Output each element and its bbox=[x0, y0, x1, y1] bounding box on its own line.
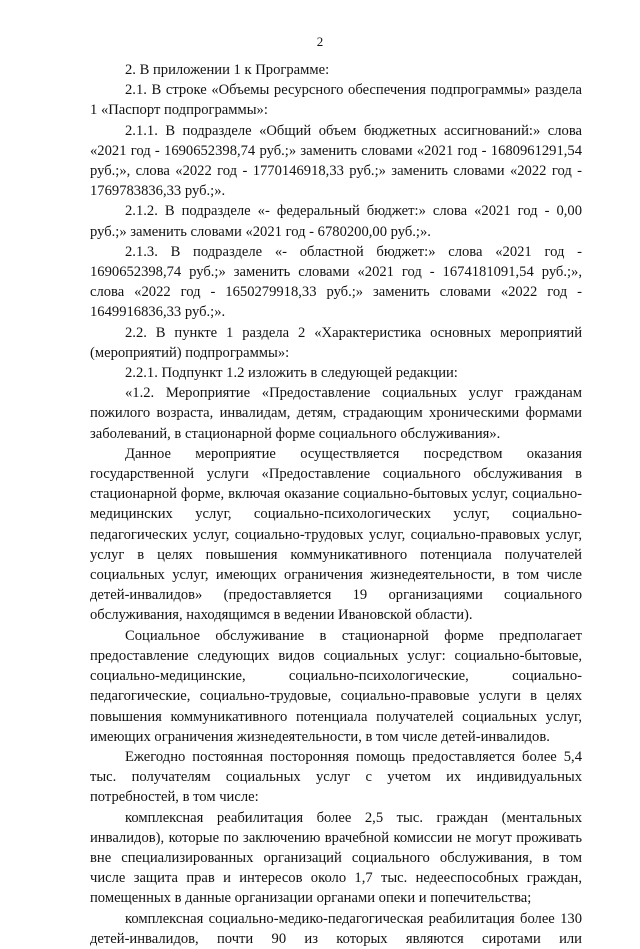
paragraph-2-1: 2.1. В строке «Объемы ресурсного обеспечения подпрограммы» раздела 1 «Паспорт подпрограммы»: bbox=[90, 82, 582, 119]
paragraph-rehabilitation-adults: комплексная реабилитация более 2,5 тыс. граждан (ментальных инвалидов), которые по заключению врачебной комиссии не могут проживать вне специализированных организаций социального обслуживания, в том числе защита прав и интересов около 1,7 тыс. недееспособных граждан, помещенных в данные организации органами опеки и попечительства; bbox=[90, 809, 582, 907]
page-number: 2 bbox=[316, 34, 324, 49]
paragraph-2-2-1: 2.2.1. Подпункт 1.2 изложить в следующей редакции: bbox=[125, 365, 458, 382]
paragraph-2-1-2: 2.1.2. В подразделе «- федеральный бюджет:» слова «2021 год - 0,00 руб.;» заменить словами «2021 год - 6780200,00 руб.;». bbox=[90, 203, 582, 240]
paragraph-annual-help: Ежегодно постоянная посторонняя помощь предоставляется более 5,4 тыс. получателям социальных услуг с учетом их индивидуальных потребностей, в том числе: bbox=[90, 748, 582, 806]
paragraph-2: 2. В приложении 1 к Программе: bbox=[125, 62, 330, 78]
document-body bbox=[90, 60, 582, 949]
paragraph-measure-1-2: «1.2. Мероприятие «Предоставление социальных услуг гражданам пожилого возраста, инвалидам, детям, страдающим хроническими формами заболеваний, в стационарной форме социального обслуживания». bbox=[90, 385, 582, 442]
paragraph-2-1-3: 2.1.3. В подразделе «- областной бюджет:» слова «2021 год - 1690652398,74 руб.;» заменить словами «2021 год - 1674181091,54 руб.;», слова «2022 год - 1650279918,33 руб.;» заменить словами «2022 год - 1649916836,33 руб.;». bbox=[90, 243, 582, 321]
paragraph-social-service: Социальное обслуживание в стационарной форме предполагает предоставление следующих видов социальных услуг: социально-бытовые, социально-медицинские, социально-психологические, социально-педагогические, социально-трудовые, социально-правовые услуги в целях повышения коммуникативного потенциала получателей социальных услуг, имеющих ограничения жизнедеятельности, в том числе детей-инвалидов. bbox=[90, 627, 582, 745]
paragraph-measure-description: Данное мероприятие осуществляется посредством оказания государственной услуги «Предоставление социального обслуживания в стационарной форме, включая оказание социально-бытовых услуг, социально-медицинских услуг, социально-психологических услуг, социально-педагогических услуг, социально-трудовых услуг, социально-правовых услуг, услуг в целях повышения коммуникативного потенциала получателей социальных услуг, имеющих ограничения жизнедеятельности, в том числе детей-инвалидов» (предоставляется 19 организациями социального обслуживания, находящимся в ведении Ивановской области). bbox=[90, 445, 582, 624]
paragraph-rehabilitation-children: комплексная социально-медико-педагогическая реабилитация более 130 детей-инвалидов, почти 90 из которых являются сиротами или bbox=[90, 910, 582, 947]
paragraph-2-1-1: 2.1.1. В подразделе «Общий объем бюджетных ассигнований:» слова «2021 год - 1690652398,74 руб.;» заменить словами «2021 год - 1680961291,54 руб.;», слова «2022 год - 1770146918,33 руб.;» заменить словами «2022 год - 1769783836,33 руб.;». bbox=[90, 122, 582, 200]
paragraph-2-2: 2.2. В пункте 1 раздела 2 «Характеристика основных мероприятий (мероприятий) подпрограммы»: bbox=[90, 324, 582, 361]
